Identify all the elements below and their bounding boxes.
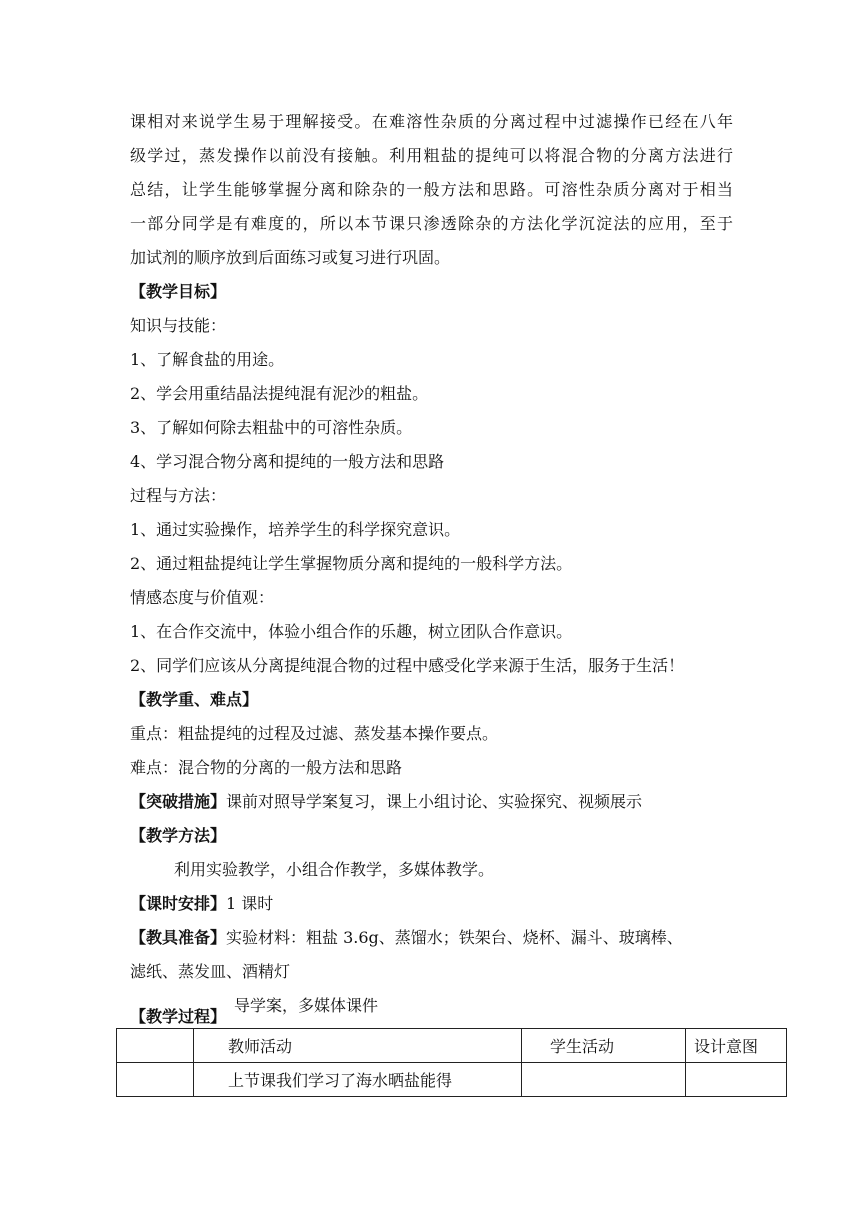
teaching-process-table [116, 1028, 787, 1097]
table-header-teacher: 教师活动 [194, 1029, 522, 1063]
process-item-2: 2、通过粗盐提纯让学生掌握物质分离和提纯的一般科学方法。 [130, 554, 573, 573]
table-cell-student [522, 1063, 686, 1097]
knowledge-item-3: 3、了解如何除去粗盐中的可溶性杂质。 [130, 418, 413, 437]
equipment-line-3: 导学案，多媒体课件 [234, 996, 379, 1015]
methods-heading: 【教学方法】 [130, 826, 227, 845]
breakthrough-text: 课前对照导学案复习，课上小组讨论、实验探究、视频展示 [226, 792, 643, 811]
schedule-label: 【课时安排】 [130, 894, 227, 913]
emotion-item-1: 1、在合作交流中，体验小组合作的乐趣，树立团队合作意识。 [130, 622, 573, 641]
objectives-heading: 【教学目标】 [130, 282, 227, 301]
equipment-text-1: 实验材料：粗盐 3.6g、蒸馏水；铁架台、烧杯、漏斗、玻璃棒、 [226, 928, 683, 947]
table-cell-intent [686, 1063, 787, 1097]
key-point: 重点：粗盐提纯的过程及过滤、蒸发基本操作要点。 [130, 724, 499, 743]
table-header-intent: 设计意图 [686, 1029, 787, 1063]
schedule-text: 1 课时 [226, 894, 274, 913]
intro-line-5: 加试剂的顺序放到后面练习或复习进行巩固。 [130, 248, 451, 267]
table-cell [117, 1063, 194, 1097]
knowledge-item-1: 1、了解食盐的用途。 [130, 350, 285, 369]
equipment-label: 【教具准备】 [130, 928, 227, 947]
intro-line-3: 总结，让学生能够掌握分离和除杂的一般方法和思路。可溶性杂质分离对于相当 [130, 180, 733, 199]
knowledge-title: 知识与技能： [130, 316, 227, 335]
intro-line-2: 级学过，蒸发操作以前没有接触。利用粗盐的提纯可以将混合物的分离方法进行 [130, 146, 733, 165]
table-header-student: 学生活动 [522, 1029, 686, 1063]
intro-line-4: 一部分同学是有难度的，所以本节课只渗透除杂的方法化学沉淀法的应用，至于 [130, 214, 733, 233]
breakthrough-line [130, 792, 642, 812]
equipment-line-1 [130, 928, 683, 948]
equipment-line-2: 滤纸、蒸发皿、酒精灯 [130, 962, 291, 981]
schedule-line [130, 894, 273, 914]
process-title: 过程与方法： [130, 486, 227, 505]
process-item-1: 1、通过实验操作，培养学生的科学探究意识。 [130, 520, 461, 539]
emotion-title: 情感态度与价值观： [130, 588, 275, 607]
methods-text: 利用实验教学，小组合作教学，多媒体教学。 [174, 860, 495, 879]
knowledge-item-4: 4、学习混合物分离和提纯的一般方法和思路 [130, 452, 445, 471]
intro-line-1: 课相对来说学生易于理解接受。在难溶性杂质的分离过程中过滤操作已经在八年 [130, 112, 733, 131]
table-row [117, 1063, 787, 1097]
knowledge-item-2: 2、学会用重结晶法提纯混有泥沙的粗盐。 [130, 384, 429, 403]
table-cell-teacher: 上节课我们学习了海水晒盐能得 [194, 1063, 522, 1097]
process-heading: 【教学过程】 [130, 1007, 227, 1026]
key-points-heading: 【教学重、难点】 [130, 690, 259, 709]
difficult-point: 难点：混合物的分离的一般方法和思路 [130, 758, 403, 777]
table-header-row [117, 1029, 787, 1063]
emotion-item-2: 2、同学们应该从分离提纯混合物的过程中感受化学来源于生活，服务于生活！ [130, 656, 685, 675]
table-header-cell [117, 1029, 194, 1063]
breakthrough-label: 【突破措施】 [130, 792, 227, 811]
